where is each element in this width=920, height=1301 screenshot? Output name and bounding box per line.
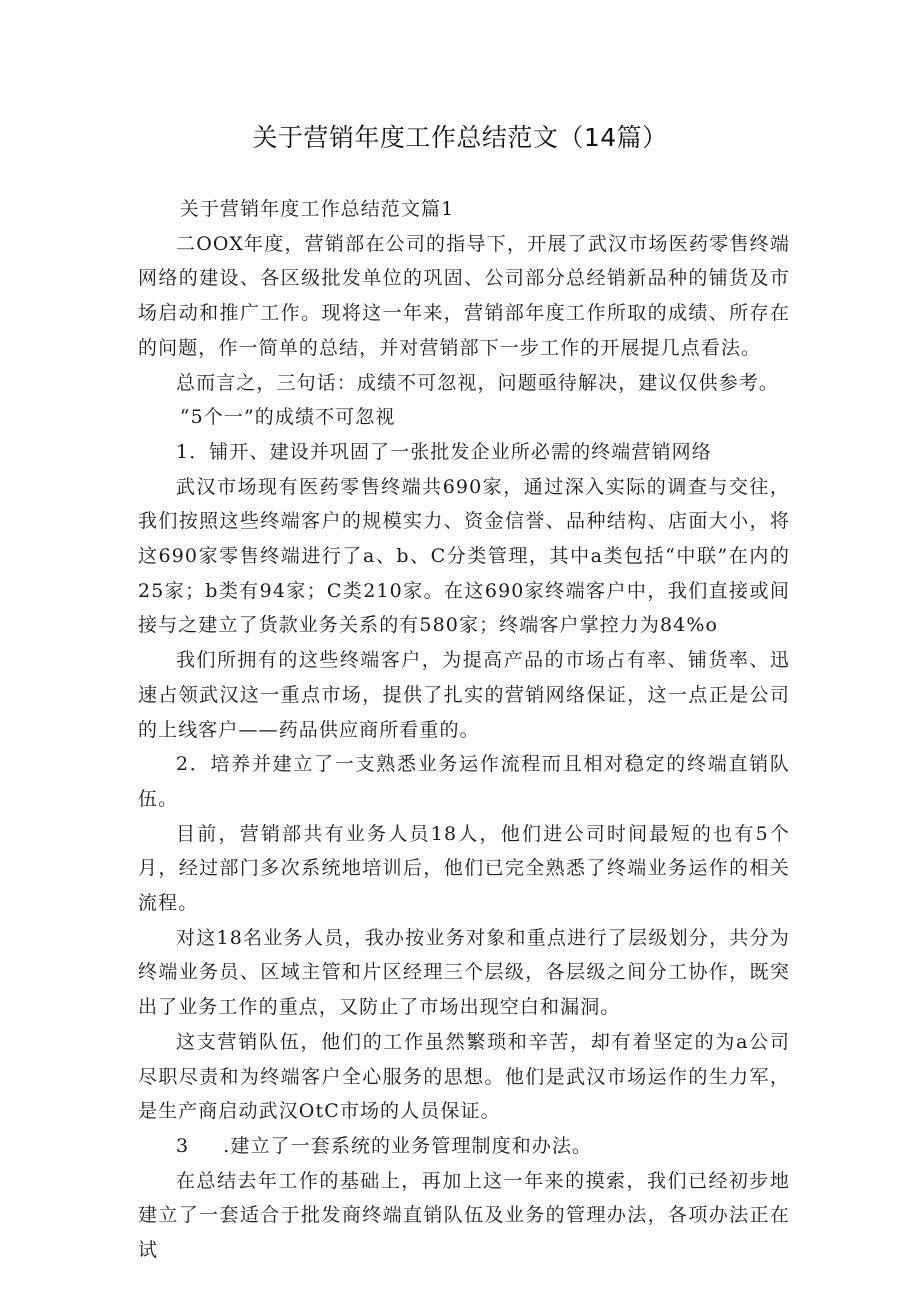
paragraph: 对这18名业务人员，我办按业务对象和重点进行了层级划分，共分为终端业务员、区域主管和片区经理三个层级，各层级之间分工协作，既突出了业务工作的重点，又防止了市场出现空白和漏洞。 xyxy=(138,926,790,1019)
numbered-heading-1: 1．铺开、建设并巩固了一张批发企业所必需的终端营销网络 xyxy=(176,440,712,463)
document-body xyxy=(138,192,790,1268)
document-title: 关于营销年度工作总结范文（14篇） xyxy=(252,123,668,152)
heading-number: 3 xyxy=(176,1134,190,1157)
paragraph: 目前，营销部共有业务人员18人，他们进公司时间最短的也有5个月，经过部门多次系统地培训后，他们已完全熟悉了终端业务运作的相关流程。 xyxy=(138,822,790,915)
numbered-heading-2: 2．培养并建立了一支熟悉业务运作流程而且相对稳定的终端直销队伍。 xyxy=(138,753,790,810)
paragraph: 我们所拥有的这些终端客户，为提高产品的市场占有率、铺货率、迅速占领武汉这一重点市场，提供了扎实的营销网络保证，这一点正是公司的上线客户——药品供应商所看重的。 xyxy=(138,649,790,741)
paragraph: 武汉市场现有医药零售终端共690家，通过深入实际的调查与交往，我们按照这些终端客户的规模实力、资金信誉、品种结构、店面大小，将这690家零售终端进行了a、b、C分类管理，其中a类包括“中联”在内的25家；b类有94家；C类210家。在这690家终端客户中，我们直接或间接与之建立了货款业务关系的有580家；终端客户掌控力为84%o xyxy=(138,475,790,637)
paragraph: 这支营销队伍，他们的工作虽然繁琐和辛苦，却有着坚定的为a公司尽职尽责和为终端客户全心服务的思想。他们是武汉市场运作的生力军，是生产商启动武汉OtC市场的人员保证。 xyxy=(138,1030,790,1123)
heading-text: .建立了一套系统的业务管理制度和办法。 xyxy=(223,1134,593,1157)
subheading: “5个一”的成绩不可忽视 xyxy=(179,406,396,429)
paragraph: 二OOX年度，营销部在公司的指导下，开展了武汉市场医药零售终端网络的建设、各区级批发单位的巩固、公司部分总经销新品种的铺货及市场启动和推广工作。现将这一年来，营销部年度工作所取的成绩、所存在的问题，作一简单的总结，并对营销部下一步工作的开展提几点看法。 xyxy=(138,232,790,359)
paragraph: 在总结去年工作的基础上，再加上这一年来的摸索，我们已经初步地建立了一套适合于批发商终端直销队伍及业务的管理办法，各项办法正在试 xyxy=(138,1169,790,1262)
section-heading: 关于营销年度工作总结范文篇1 xyxy=(179,198,455,220)
numbered-heading-3 xyxy=(138,1129,790,1164)
paragraph: 总而言之，三句话：成绩不可忽视，问题亟待解决，建议仅供参考。 xyxy=(176,371,780,394)
